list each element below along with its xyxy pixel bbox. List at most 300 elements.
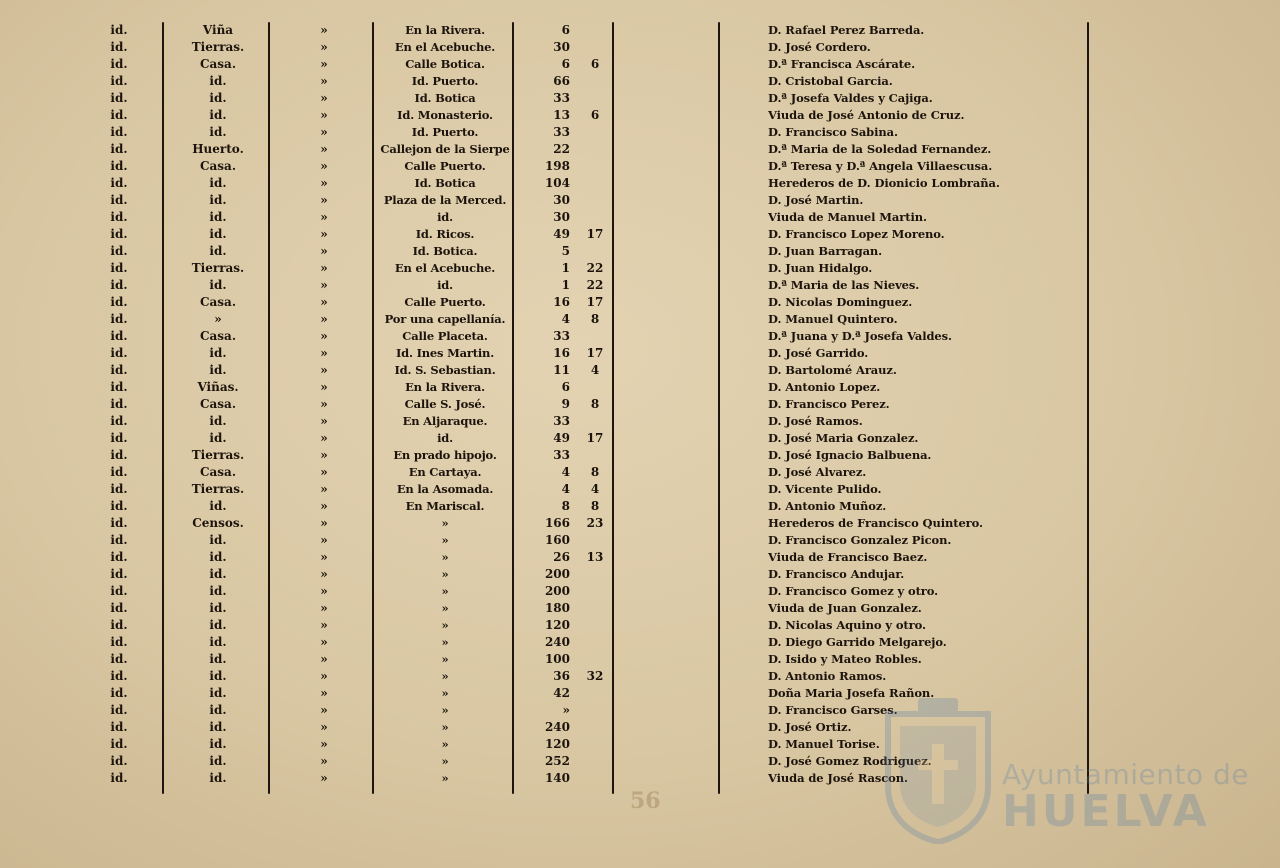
row-value-a: 36 <box>553 669 570 683</box>
table-row <box>0 192 1280 209</box>
row-location: En la Asomada. <box>396 482 494 496</box>
row-value-a: 33 <box>553 91 570 105</box>
row-value-b: 4 <box>590 363 600 377</box>
table-row <box>0 651 1280 668</box>
table-row <box>0 311 1280 328</box>
row-property-type: id. <box>209 244 227 258</box>
row-location: En la Rivera. <box>405 380 485 394</box>
row-value-b: 6 <box>590 57 600 71</box>
row-id: id. <box>110 40 128 54</box>
table-row <box>0 396 1280 413</box>
row-owner-name: D. Francisco Sabina. <box>768 125 898 139</box>
row-location: En prado hipojo. <box>393 448 497 462</box>
row-ditto: » <box>320 482 328 496</box>
row-property-type: id. <box>209 567 227 581</box>
row-value-a: 240 <box>544 635 570 649</box>
row-value-b: 23 <box>586 516 604 530</box>
table-row <box>0 90 1280 107</box>
row-value-a: 240 <box>544 720 570 734</box>
table-row <box>0 294 1280 311</box>
row-owner-name: D. Diego Garrido Melgarejo. <box>768 635 947 649</box>
row-property-type: id. <box>209 210 227 224</box>
row-ditto: » <box>320 329 328 343</box>
row-id: id. <box>110 465 128 479</box>
row-value-b: 17 <box>586 295 604 309</box>
row-owner-name: Herederos de D. Dionicio Lombraña. <box>768 176 1000 190</box>
table-row <box>0 464 1280 481</box>
row-property-type: id. <box>209 686 227 700</box>
row-ditto: » <box>320 669 328 683</box>
row-id: id. <box>110 737 128 751</box>
row-owner-name: D. Francisco Garses. <box>768 703 898 717</box>
table-row <box>0 345 1280 362</box>
row-ditto: » <box>320 193 328 207</box>
row-location: En Mariscal. <box>405 499 485 513</box>
table-row <box>0 277 1280 294</box>
row-property-type: id. <box>209 737 227 751</box>
row-location: » <box>441 516 449 530</box>
row-owner-name: D. Vicente Pulido. <box>768 482 882 496</box>
row-location: » <box>441 618 449 632</box>
row-value-a: 42 <box>553 686 570 700</box>
row-ditto: » <box>320 754 328 768</box>
row-ditto: » <box>320 720 328 734</box>
table-row <box>0 515 1280 532</box>
row-location: En el Acebuche. <box>394 40 496 54</box>
row-location: En la Rivera. <box>405 23 485 37</box>
row-location: En el Acebuche. <box>394 261 496 275</box>
row-value-a: 166 <box>544 516 570 530</box>
row-id: id. <box>110 57 128 71</box>
row-owner-name: D.ª Francisca Ascárate. <box>768 57 915 71</box>
row-property-type: Huerto. <box>192 142 244 156</box>
row-id: id. <box>110 23 128 37</box>
row-value-b: 22 <box>586 261 604 275</box>
row-owner-name: D. Nicolas Aquino y otro. <box>768 618 926 632</box>
table-row <box>0 362 1280 379</box>
row-id: id. <box>110 176 128 190</box>
row-property-type: Tierras. <box>191 40 245 54</box>
row-id: id. <box>110 499 128 513</box>
row-owner-name: D. José Maria Gonzalez. <box>768 431 919 445</box>
row-value-a: 30 <box>553 40 570 54</box>
row-location: Id. Puerto. <box>411 125 479 139</box>
row-value-b: 13 <box>586 550 604 564</box>
row-value-b: 22 <box>586 278 604 292</box>
row-id: id. <box>110 329 128 343</box>
row-owner-name: D. Juan Hidalgo. <box>768 261 873 275</box>
row-value-a: 22 <box>553 142 570 156</box>
row-property-type: id. <box>209 771 227 785</box>
row-owner-name: D. José Ignacio Balbuena. <box>768 448 932 462</box>
table-row <box>0 430 1280 447</box>
row-location: Id. Botica. <box>412 244 478 258</box>
row-id: id. <box>110 720 128 734</box>
row-id: id. <box>110 567 128 581</box>
row-id: id. <box>110 193 128 207</box>
row-value-a: 198 <box>544 159 570 173</box>
row-owner-name: Herederos de Francisco Quintero. <box>768 516 983 530</box>
row-ditto: » <box>320 584 328 598</box>
row-ditto: » <box>320 499 328 513</box>
table-row <box>0 73 1280 90</box>
row-owner-name: D. Manuel Quintero. <box>768 312 898 326</box>
row-property-type: id. <box>209 91 227 105</box>
row-id: id. <box>110 91 128 105</box>
row-ditto: » <box>320 703 328 717</box>
row-value-b: 8 <box>590 465 600 479</box>
row-id: id. <box>110 754 128 768</box>
row-id: id. <box>110 771 128 785</box>
row-value-a: 160 <box>544 533 570 547</box>
row-value-a: 13 <box>553 108 570 122</box>
row-owner-name: D. Nicolas Dominguez. <box>768 295 913 309</box>
row-value-a: 1 <box>561 261 570 275</box>
row-property-type: id. <box>209 550 227 564</box>
row-property-type: id. <box>209 74 227 88</box>
row-location: Calle Placeta. <box>402 329 488 343</box>
row-id: id. <box>110 618 128 632</box>
row-value-a: 4 <box>561 465 570 479</box>
row-location: » <box>441 737 449 751</box>
row-owner-name: D. José Martin. <box>768 193 864 207</box>
row-location: » <box>441 669 449 683</box>
row-ditto: » <box>320 550 328 564</box>
table-row <box>0 549 1280 566</box>
table-row <box>0 328 1280 345</box>
row-value-a: 104 <box>544 176 570 190</box>
row-owner-name: D. Manuel Torise. <box>768 737 880 751</box>
row-value-a: 9 <box>561 397 570 411</box>
row-owner-name: D. Francisco Gomez y otro. <box>768 584 939 598</box>
row-location: Calle Botica. <box>405 57 485 71</box>
row-owner-name: D. José Gomez Rodriguez. <box>768 754 932 768</box>
row-owner-name: D. Francisco Lopez Moreno. <box>768 227 945 241</box>
row-value-a: 200 <box>544 584 570 598</box>
row-ditto: » <box>320 431 328 445</box>
row-location: Id. Ines Martin. <box>395 346 495 360</box>
row-value-a: 33 <box>553 125 570 139</box>
row-id: id. <box>110 431 128 445</box>
table-row <box>0 634 1280 651</box>
row-owner-name: D.ª Maria de la Soledad Fernandez. <box>768 142 992 156</box>
row-ditto: » <box>320 261 328 275</box>
row-id: id. <box>110 363 128 377</box>
row-value-a: 49 <box>553 431 570 445</box>
row-location: » <box>441 686 449 700</box>
row-id: id. <box>110 108 128 122</box>
table-row <box>0 498 1280 515</box>
row-property-type: Viña <box>202 23 234 37</box>
row-ditto: » <box>320 567 328 581</box>
row-id: id. <box>110 448 128 462</box>
row-value-a: 16 <box>553 295 570 309</box>
row-ditto: » <box>320 380 328 394</box>
row-value-a: 120 <box>544 737 570 751</box>
row-value-a: 30 <box>553 210 570 224</box>
row-value-a: » <box>562 703 570 717</box>
row-property-type: Tierras. <box>191 482 245 496</box>
row-property-type: Casa. <box>199 57 237 71</box>
row-value-a: 11 <box>553 363 570 377</box>
row-owner-name: D. Rafael Perez Barreda. <box>768 23 925 37</box>
row-ditto: » <box>320 125 328 139</box>
row-value-a: 4 <box>561 482 570 496</box>
row-owner-name: D.ª Teresa y D.ª Angela Villaescusa. <box>768 159 993 173</box>
table-row <box>0 209 1280 226</box>
row-ditto: » <box>320 686 328 700</box>
row-property-type: id. <box>209 533 227 547</box>
row-property-type: Viñas. <box>197 380 239 394</box>
row-ditto: » <box>320 74 328 88</box>
row-ditto: » <box>320 618 328 632</box>
row-owner-name: D.ª Maria de las Nieves. <box>768 278 920 292</box>
row-property-type: id. <box>209 414 227 428</box>
row-property-type: id. <box>209 431 227 445</box>
row-value-a: 5 <box>561 244 570 258</box>
row-ditto: » <box>320 57 328 71</box>
row-value-a: 100 <box>544 652 570 666</box>
row-property-type: id. <box>209 227 227 241</box>
row-ditto: » <box>320 176 328 190</box>
row-property-type: Tierras. <box>191 261 245 275</box>
row-property-type: Casa. <box>199 295 237 309</box>
row-location: id. <box>437 431 453 445</box>
row-value-a: 49 <box>553 227 570 241</box>
city-seal-icon <box>874 694 1002 844</box>
row-id: id. <box>110 380 128 394</box>
row-owner-name: D. José Ramos. <box>768 414 863 428</box>
row-value-a: 140 <box>544 771 570 785</box>
row-id: id. <box>110 584 128 598</box>
row-location: id. <box>437 278 453 292</box>
row-ditto: » <box>320 448 328 462</box>
row-location: Calle S. José. <box>404 397 486 411</box>
row-id: id. <box>110 142 128 156</box>
row-property-type: id. <box>209 176 227 190</box>
table-row <box>0 56 1280 73</box>
row-owner-name: D. Juan Barragan. <box>768 244 883 258</box>
row-ditto: » <box>320 295 328 309</box>
row-id: id. <box>110 601 128 615</box>
table-row <box>0 175 1280 192</box>
table-row <box>0 226 1280 243</box>
row-location: id. <box>437 210 453 224</box>
table-row <box>0 600 1280 617</box>
row-owner-name: D. Antonio Ramos. <box>768 669 887 683</box>
row-property-type: id. <box>209 703 227 717</box>
row-ditto: » <box>320 414 328 428</box>
row-owner-name: Viuda de José Antonio de Cruz. <box>768 108 965 122</box>
row-location: En Aljaraque. <box>402 414 488 428</box>
row-id: id. <box>110 125 128 139</box>
table-row <box>0 141 1280 158</box>
row-owner-name: D. Isido y Mateo Robles. <box>768 652 922 666</box>
table-row <box>0 158 1280 175</box>
row-location: Id. Puerto. <box>411 74 479 88</box>
row-value-a: 33 <box>553 448 570 462</box>
row-ditto: » <box>320 108 328 122</box>
row-owner-name: D. Bartolomé Arauz. <box>768 363 897 377</box>
row-owner-name: D. Francisco Perez. <box>768 397 890 411</box>
row-property-type: Casa. <box>199 329 237 343</box>
row-location: Callejon de la Sierpe <box>380 142 510 156</box>
row-value-b: 17 <box>586 431 604 445</box>
table-row <box>0 566 1280 583</box>
row-ditto: » <box>320 278 328 292</box>
table-row <box>0 107 1280 124</box>
row-value-a: 30 <box>553 193 570 207</box>
row-location: Plaza de la Merced. <box>383 193 507 207</box>
row-owner-name: Doña Maria Josefa Rañon. <box>768 686 935 700</box>
row-ditto: » <box>320 601 328 615</box>
row-location: » <box>441 584 449 598</box>
row-value-b: 8 <box>590 499 600 513</box>
page-number: 56 <box>630 788 661 814</box>
table-row <box>0 260 1280 277</box>
row-id: id. <box>110 686 128 700</box>
row-value-a: 6 <box>561 23 570 37</box>
row-property-type: id. <box>209 601 227 615</box>
row-ditto: » <box>320 312 328 326</box>
row-property-type: Censos. <box>192 516 244 530</box>
row-value-b: 17 <box>586 346 604 360</box>
row-location: Por una capellanía. <box>384 312 506 326</box>
row-property-type: id. <box>209 652 227 666</box>
row-id: id. <box>110 397 128 411</box>
row-property-type: id. <box>209 278 227 292</box>
row-id: id. <box>110 652 128 666</box>
row-owner-name: D. Francisco Andujar. <box>768 567 905 581</box>
row-property-type: id. <box>209 193 227 207</box>
row-ditto: » <box>320 652 328 666</box>
row-ditto: » <box>320 210 328 224</box>
row-location: » <box>441 550 449 564</box>
row-owner-name: D. Francisco Gonzalez Picon. <box>768 533 952 547</box>
row-owner-name: D. Antonio Lopez. <box>768 380 881 394</box>
row-ditto: » <box>320 771 328 785</box>
row-value-a: 4 <box>561 312 570 326</box>
row-property-type: id. <box>209 720 227 734</box>
row-property-type: id. <box>209 635 227 649</box>
row-value-a: 8 <box>561 499 570 513</box>
row-id: id. <box>110 278 128 292</box>
row-owner-name: Viuda de Francisco Baez. <box>768 550 928 564</box>
watermark <box>874 674 1254 854</box>
table-row <box>0 583 1280 600</box>
row-id: id. <box>110 244 128 258</box>
row-property-type: » <box>214 312 222 326</box>
row-ditto: » <box>320 346 328 360</box>
row-id: id. <box>110 669 128 683</box>
row-owner-name: Viuda de José Rascon. <box>768 771 908 785</box>
row-location: Id. Ricos. <box>415 227 475 241</box>
row-id: id. <box>110 414 128 428</box>
row-id: id. <box>110 227 128 241</box>
row-value-a: 120 <box>544 618 570 632</box>
row-ditto: » <box>320 465 328 479</box>
table-row <box>0 379 1280 396</box>
row-ditto: » <box>320 635 328 649</box>
table-row <box>0 243 1280 260</box>
row-value-a: 252 <box>544 754 570 768</box>
row-location: Id. Botica <box>414 91 476 105</box>
row-ditto: » <box>320 142 328 156</box>
row-owner-name: D. Cristobal Garcia. <box>768 74 893 88</box>
row-location: En Cartaya. <box>408 465 482 479</box>
row-location: Calle Puerto. <box>404 159 486 173</box>
row-value-b: 8 <box>590 312 600 326</box>
row-id: id. <box>110 74 128 88</box>
row-property-type: id. <box>209 754 227 768</box>
row-ditto: » <box>320 159 328 173</box>
row-value-a: 26 <box>553 550 570 564</box>
row-value-b: 6 <box>590 108 600 122</box>
row-value-a: 200 <box>544 567 570 581</box>
row-value-a: 1 <box>561 278 570 292</box>
row-owner-name: D. José Ortiz. <box>768 720 852 734</box>
row-ditto: » <box>320 516 328 530</box>
row-value-a: 33 <box>553 329 570 343</box>
row-location: » <box>441 567 449 581</box>
table-row <box>0 532 1280 549</box>
row-location: Id. Monasterio. <box>397 108 493 122</box>
row-id: id. <box>110 312 128 326</box>
row-location: » <box>441 754 449 768</box>
row-id: id. <box>110 516 128 530</box>
row-owner-name: D. José Alvarez. <box>768 465 867 479</box>
row-property-type: id. <box>209 363 227 377</box>
table-row <box>0 447 1280 464</box>
row-location: » <box>441 601 449 615</box>
row-value-b: 4 <box>590 482 600 496</box>
row-location: » <box>441 635 449 649</box>
row-id: id. <box>110 635 128 649</box>
row-property-type: Tierras. <box>191 448 245 462</box>
row-property-type: Casa. <box>199 465 237 479</box>
row-value-a: 33 <box>553 414 570 428</box>
row-id: id. <box>110 261 128 275</box>
row-ditto: » <box>320 397 328 411</box>
row-owner-name: D. Antonio Muñoz. <box>768 499 887 513</box>
table-row <box>0 39 1280 56</box>
row-location: » <box>441 652 449 666</box>
row-property-type: id. <box>209 346 227 360</box>
table-row <box>0 124 1280 141</box>
row-value-a: 6 <box>561 380 570 394</box>
row-property-type: id. <box>209 108 227 122</box>
row-location: » <box>441 533 449 547</box>
row-owner-name: D.ª Juana y D.ª Josefa Valdes. <box>768 329 952 343</box>
row-property-type: Casa. <box>199 397 237 411</box>
watermark-line1: Ayuntamiento de <box>1002 758 1249 791</box>
row-owner-name: D. José Garrido. <box>768 346 869 360</box>
row-location: » <box>441 771 449 785</box>
row-id: id. <box>110 346 128 360</box>
row-id: id. <box>110 210 128 224</box>
row-property-type: id. <box>209 125 227 139</box>
row-id: id. <box>110 159 128 173</box>
watermark-line2: HUELVA <box>1002 786 1210 837</box>
row-owner-name: D. José Cordero. <box>768 40 871 54</box>
row-ditto: » <box>320 227 328 241</box>
row-location: Calle Puerto. <box>404 295 486 309</box>
row-id: id. <box>110 703 128 717</box>
table-row <box>0 617 1280 634</box>
row-value-b: 8 <box>590 397 600 411</box>
row-value-a: 66 <box>553 74 570 88</box>
row-ditto: » <box>320 40 328 54</box>
